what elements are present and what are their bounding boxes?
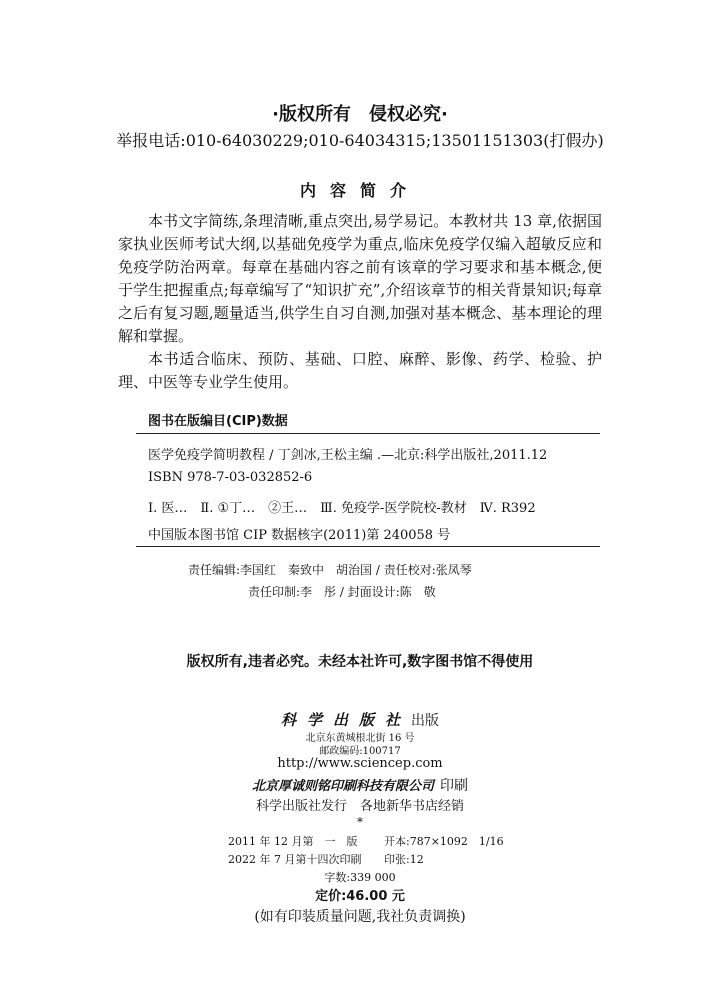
cip-isbn: ISBN 978-7-03-032852-6 bbox=[148, 470, 313, 485]
printer-name-suffix: 印刷 bbox=[440, 778, 468, 794]
price: 定价:46.00 元 bbox=[315, 889, 405, 904]
printer-name bbox=[0, 775, 720, 795]
publisher-name-suffix: 出版 bbox=[411, 713, 439, 729]
sheets-info: 印张:12 bbox=[384, 853, 424, 866]
word-count: 字数:339 000 bbox=[324, 871, 396, 884]
summary-body bbox=[118, 210, 602, 394]
summary-paragraph-2: 本书适合临床、预防、基础、口腔、麻醉、影像、药学、检验、护理、中医等专业学生使用。 bbox=[118, 350, 602, 391]
publisher-postcode: 邮政编码:100717 bbox=[319, 746, 401, 757]
cip-bottom-rule bbox=[136, 546, 600, 547]
cip-line-1: 医学免疫学简明教程 / 丁剑冰,王松主编 .—北京:科学出版社,2011.12 bbox=[148, 448, 548, 463]
credits-line-2: 责任印制:李 彤 / 封面设计:陈 敬 bbox=[248, 585, 436, 599]
edition-info: 2011 年 12 月第 一 版 bbox=[228, 835, 358, 848]
summary-heading: 内容简介 bbox=[299, 181, 420, 200]
publisher-address: 北京东黄城根北街 16 号 bbox=[305, 733, 415, 744]
cip-classification: Ⅰ. 医… Ⅱ. ①丁… ②王… Ⅲ. 免疫学-医学院校-教材 Ⅳ. R392 bbox=[148, 501, 536, 516]
divider-star: * bbox=[357, 815, 363, 829]
publisher-name-calligraphy: 科学出版社 bbox=[280, 711, 411, 729]
copyright-notice: 版权所有,违者必究。未经本社许可,数字图书馆不得使用 bbox=[186, 654, 534, 670]
format-info: 开本:787×1092 1/16 bbox=[384, 835, 504, 848]
printer-name-calligraphy: 北京厚诚则铭印刷科技有限公司 bbox=[251, 779, 434, 794]
distribution-info: 科学出版社发行 各地新华书店经销 bbox=[255, 799, 464, 814]
publisher-name bbox=[0, 709, 720, 730]
printing-info: 2022 年 7 月第十四次印刷 bbox=[228, 853, 362, 866]
copyright-title: ·版权所有 侵权必究· bbox=[272, 104, 448, 125]
cip-heading: 图书在版编目(CIP)数据 bbox=[148, 414, 288, 429]
publisher-website: http://www.sciencep.com bbox=[277, 756, 443, 771]
credits-line-1: 责任编辑:李国红 秦致中 胡治国 / 责任校对:张凤琴 bbox=[188, 563, 472, 577]
report-phone: 举报电话:010-64030229;010-64034315;13501151303(打假办) bbox=[116, 131, 604, 150]
quality-note: (如有印装质量问题,我社负责调换) bbox=[254, 909, 466, 925]
cip-line-4: 中国版本图书馆 CIP 数据核字(2011)第 240058 号 bbox=[148, 528, 451, 543]
cip-top-rule bbox=[136, 433, 600, 434]
summary-paragraph-1: 本书文字简练,条理清晰,重点突出,易学易记。本教材共 13 章,依据国家执业医师考试大纲,以基础免疫学为重点,临床免疫学仅编入超敏反应和免疫学防治两章。每章在基础内容之前有该章的学习要求和基本概念,便于学生把握重点;每章编写了“知识扩充”,介绍该章节的相关背景知识;每章之后有复习题,题量适当,供学生自习自测,加强对基本概念、基本理论的理解和掌握。 bbox=[118, 212, 602, 345]
